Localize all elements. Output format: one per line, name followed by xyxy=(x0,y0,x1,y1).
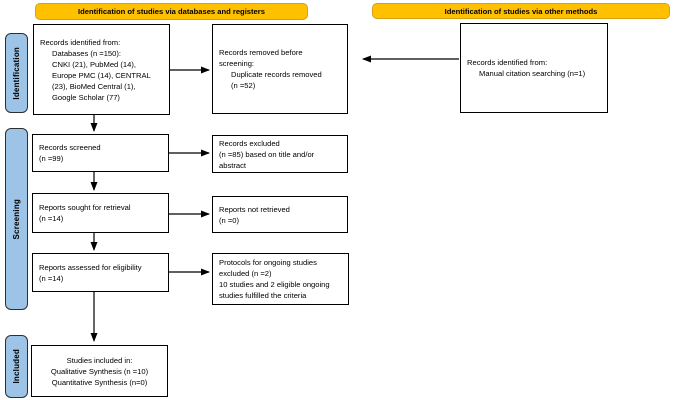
text-line: Records identified from: xyxy=(40,37,121,47)
text-line: excluded (n =2) xyxy=(219,269,272,278)
box-protocols-excluded xyxy=(212,253,349,305)
text-line: Databases (n =150): xyxy=(52,48,122,58)
text-line: Studies included in: xyxy=(66,355,133,365)
stage-identification-label: Identification xyxy=(12,46,21,100)
box-reports-sought xyxy=(32,193,169,233)
box-records-excluded xyxy=(212,135,348,173)
header-databases-registers xyxy=(35,3,308,20)
box-reports-assessed xyxy=(32,253,169,292)
text-line: (n =14) xyxy=(39,273,64,283)
header-databases-registers-label: Identification of studies via databases and registers xyxy=(78,7,265,16)
stage-included-label: Included xyxy=(12,349,21,384)
text-line: (n =14) xyxy=(39,214,64,223)
box-records-identified xyxy=(33,24,170,115)
text-line: Duplicate records removed xyxy=(231,70,322,79)
box-reports-not-retrieved xyxy=(212,196,348,233)
box-other-methods-identified xyxy=(460,23,608,113)
stage-included xyxy=(5,335,28,398)
text-line: abstract xyxy=(219,160,247,170)
text-line: Reports assessed for eligibility xyxy=(39,262,142,272)
text-line: screening: xyxy=(219,59,255,68)
stage-screening xyxy=(5,128,28,310)
stage-identification xyxy=(5,33,28,113)
text-line: (n =0) xyxy=(219,215,240,225)
box-records-screened xyxy=(32,134,169,172)
text-line: (23), BioMed Central (1), xyxy=(52,81,136,91)
text-line: Reports sought for retrieval xyxy=(39,203,131,212)
box-records-removed xyxy=(212,24,348,114)
text-line: Europe PMC (14), CENTRAL xyxy=(52,70,151,80)
text-line: Protocols for ongoing studies xyxy=(219,258,317,267)
text-line: Records excluded xyxy=(219,138,280,148)
text-line: Qualitative Synthesis (n =10) xyxy=(50,366,149,376)
header-other-methods xyxy=(372,3,670,19)
stage-screening-label: Screening xyxy=(12,198,21,240)
text-line: Records removed before xyxy=(219,48,303,57)
text-line: Manual citation searching (n=1) xyxy=(479,69,586,78)
text-line: (n =52) xyxy=(231,81,256,90)
text-line: (n =99) xyxy=(39,154,64,163)
text-line: 10 studies and 2 eligible ongoing xyxy=(219,280,330,289)
header-other-methods-label: Identification of studies via other methods xyxy=(444,6,598,16)
text-line: CNKI (21), PubMed (14), xyxy=(52,59,136,69)
text-line: Records screened xyxy=(39,143,101,152)
text-line: Google Scholar (77) xyxy=(52,92,120,102)
text-line: Reports not retrieved xyxy=(219,204,290,214)
text-line: Quantitative Synthesis (n=0) xyxy=(51,377,148,387)
box-studies-included xyxy=(31,345,168,397)
text-line: studies fulfilled the criteria xyxy=(219,291,307,300)
text-line: Records identified from: xyxy=(467,58,548,67)
text-line: (n =85) based on title and/or xyxy=(219,149,315,159)
